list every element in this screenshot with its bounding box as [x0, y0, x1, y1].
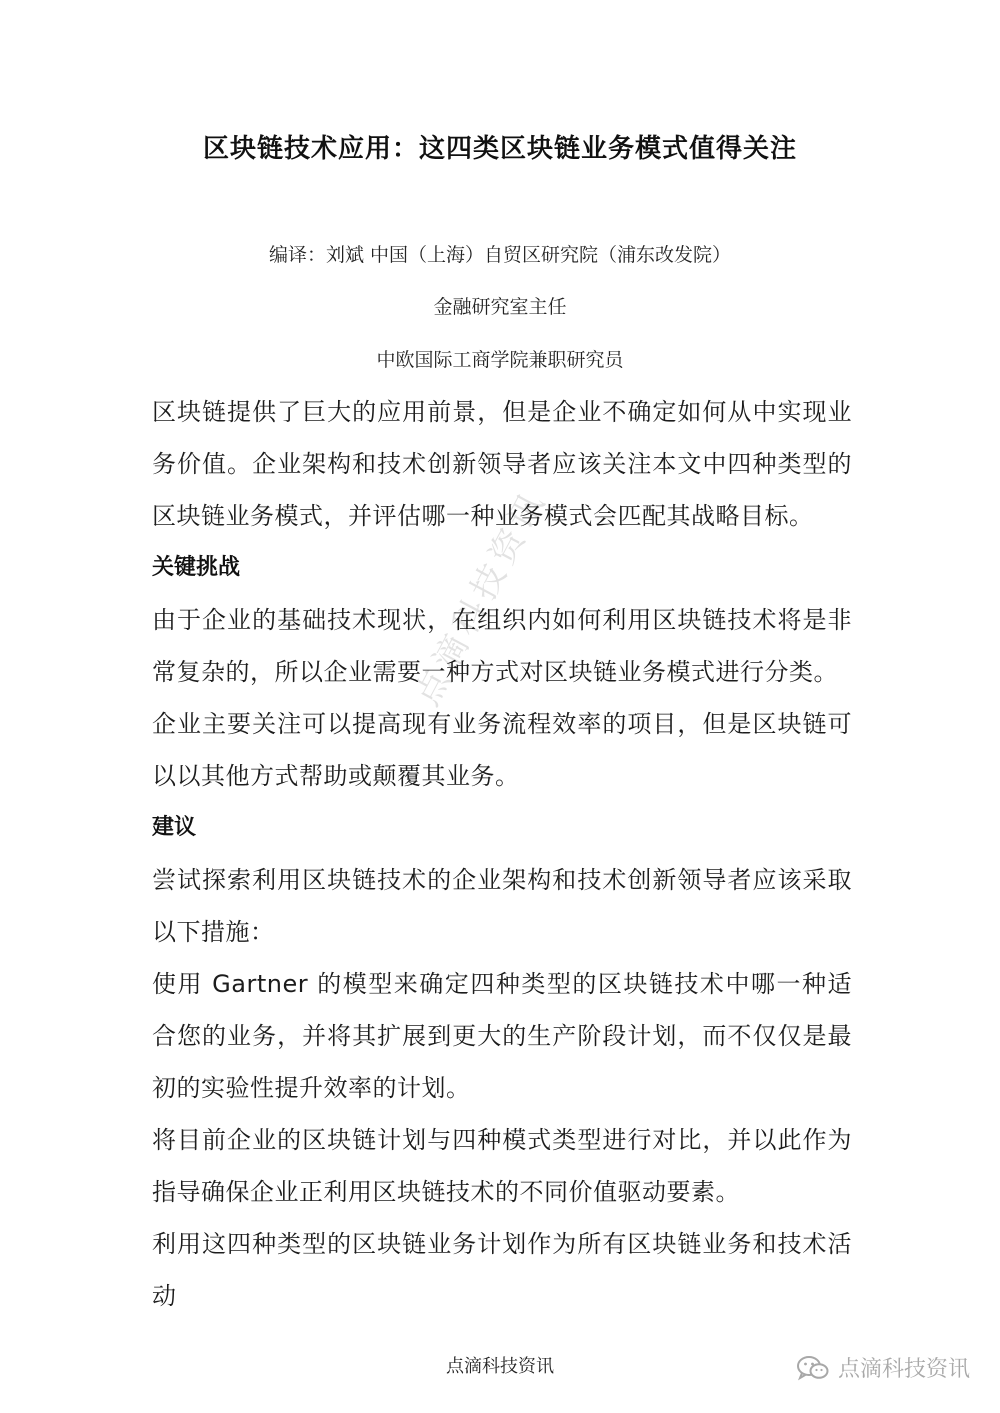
paragraph: 使用 Gartner 的模型来确定四种类型的区块链技术中哪一种适合您的业务，并将其扩展到更大的生产阶段计划，而不仅仅是最初的实验性提升效率的计划。: [152, 970, 852, 1102]
paragraph: 尝试探索利用区块链技术的企业架构和技术创新领导者应该采取以下措施：: [152, 866, 852, 946]
footer-brand-text: 点滴科技资讯: [837, 1357, 970, 1382]
paragraph: 利用这四种类型的区块链业务计划作为所有区块链业务和技术活动: [152, 1230, 852, 1310]
document-body: [152, 386, 852, 1322]
paragraph: 将目前企业的区块链计划与四种模式类型进行对比，并以此作为指导确保企业正利用区块链技术的不同价值驱动要素。: [152, 1126, 852, 1206]
footer-brand[interactable]: [796, 1352, 970, 1383]
section-heading: 关键挑战: [152, 555, 241, 580]
watermark: 点滴科技资讯: [407, 481, 556, 713]
paragraph: 企业主要关注可以提高现有业务流程效率的项目，但是区块链可以以其他方式帮助或颠覆其业务。: [152, 710, 852, 790]
footer-label: 点滴科技资讯: [446, 1356, 554, 1377]
byline-line: 编译：刘斌 中国（上海）自贸区研究院（浦东改发院）: [268, 244, 732, 266]
byline-line: 中欧国际工商学院兼职研究员: [376, 349, 624, 371]
paragraph: 由于企业的基础技术现状，在组织内如何利用区块链技术将是非常复杂的，所以企业需要一种方式对区块链业务模式进行分类。: [152, 606, 852, 686]
intro-paragraph: 区块链提供了巨大的应用前景，但是企业不确定如何从中实现业务价值。企业架构和技术创新领导者应该关注本文中四种类型的区块链业务模式，并评估哪一种业务模式会匹配其战略目标。: [152, 398, 852, 530]
byline-line: 金融研究室主任: [433, 296, 567, 318]
section-heading: 建议: [152, 815, 197, 840]
page-title: 区块链技术应用：这四类区块链业务模式值得关注: [202, 134, 797, 164]
wechat-icon: [796, 1355, 830, 1381]
